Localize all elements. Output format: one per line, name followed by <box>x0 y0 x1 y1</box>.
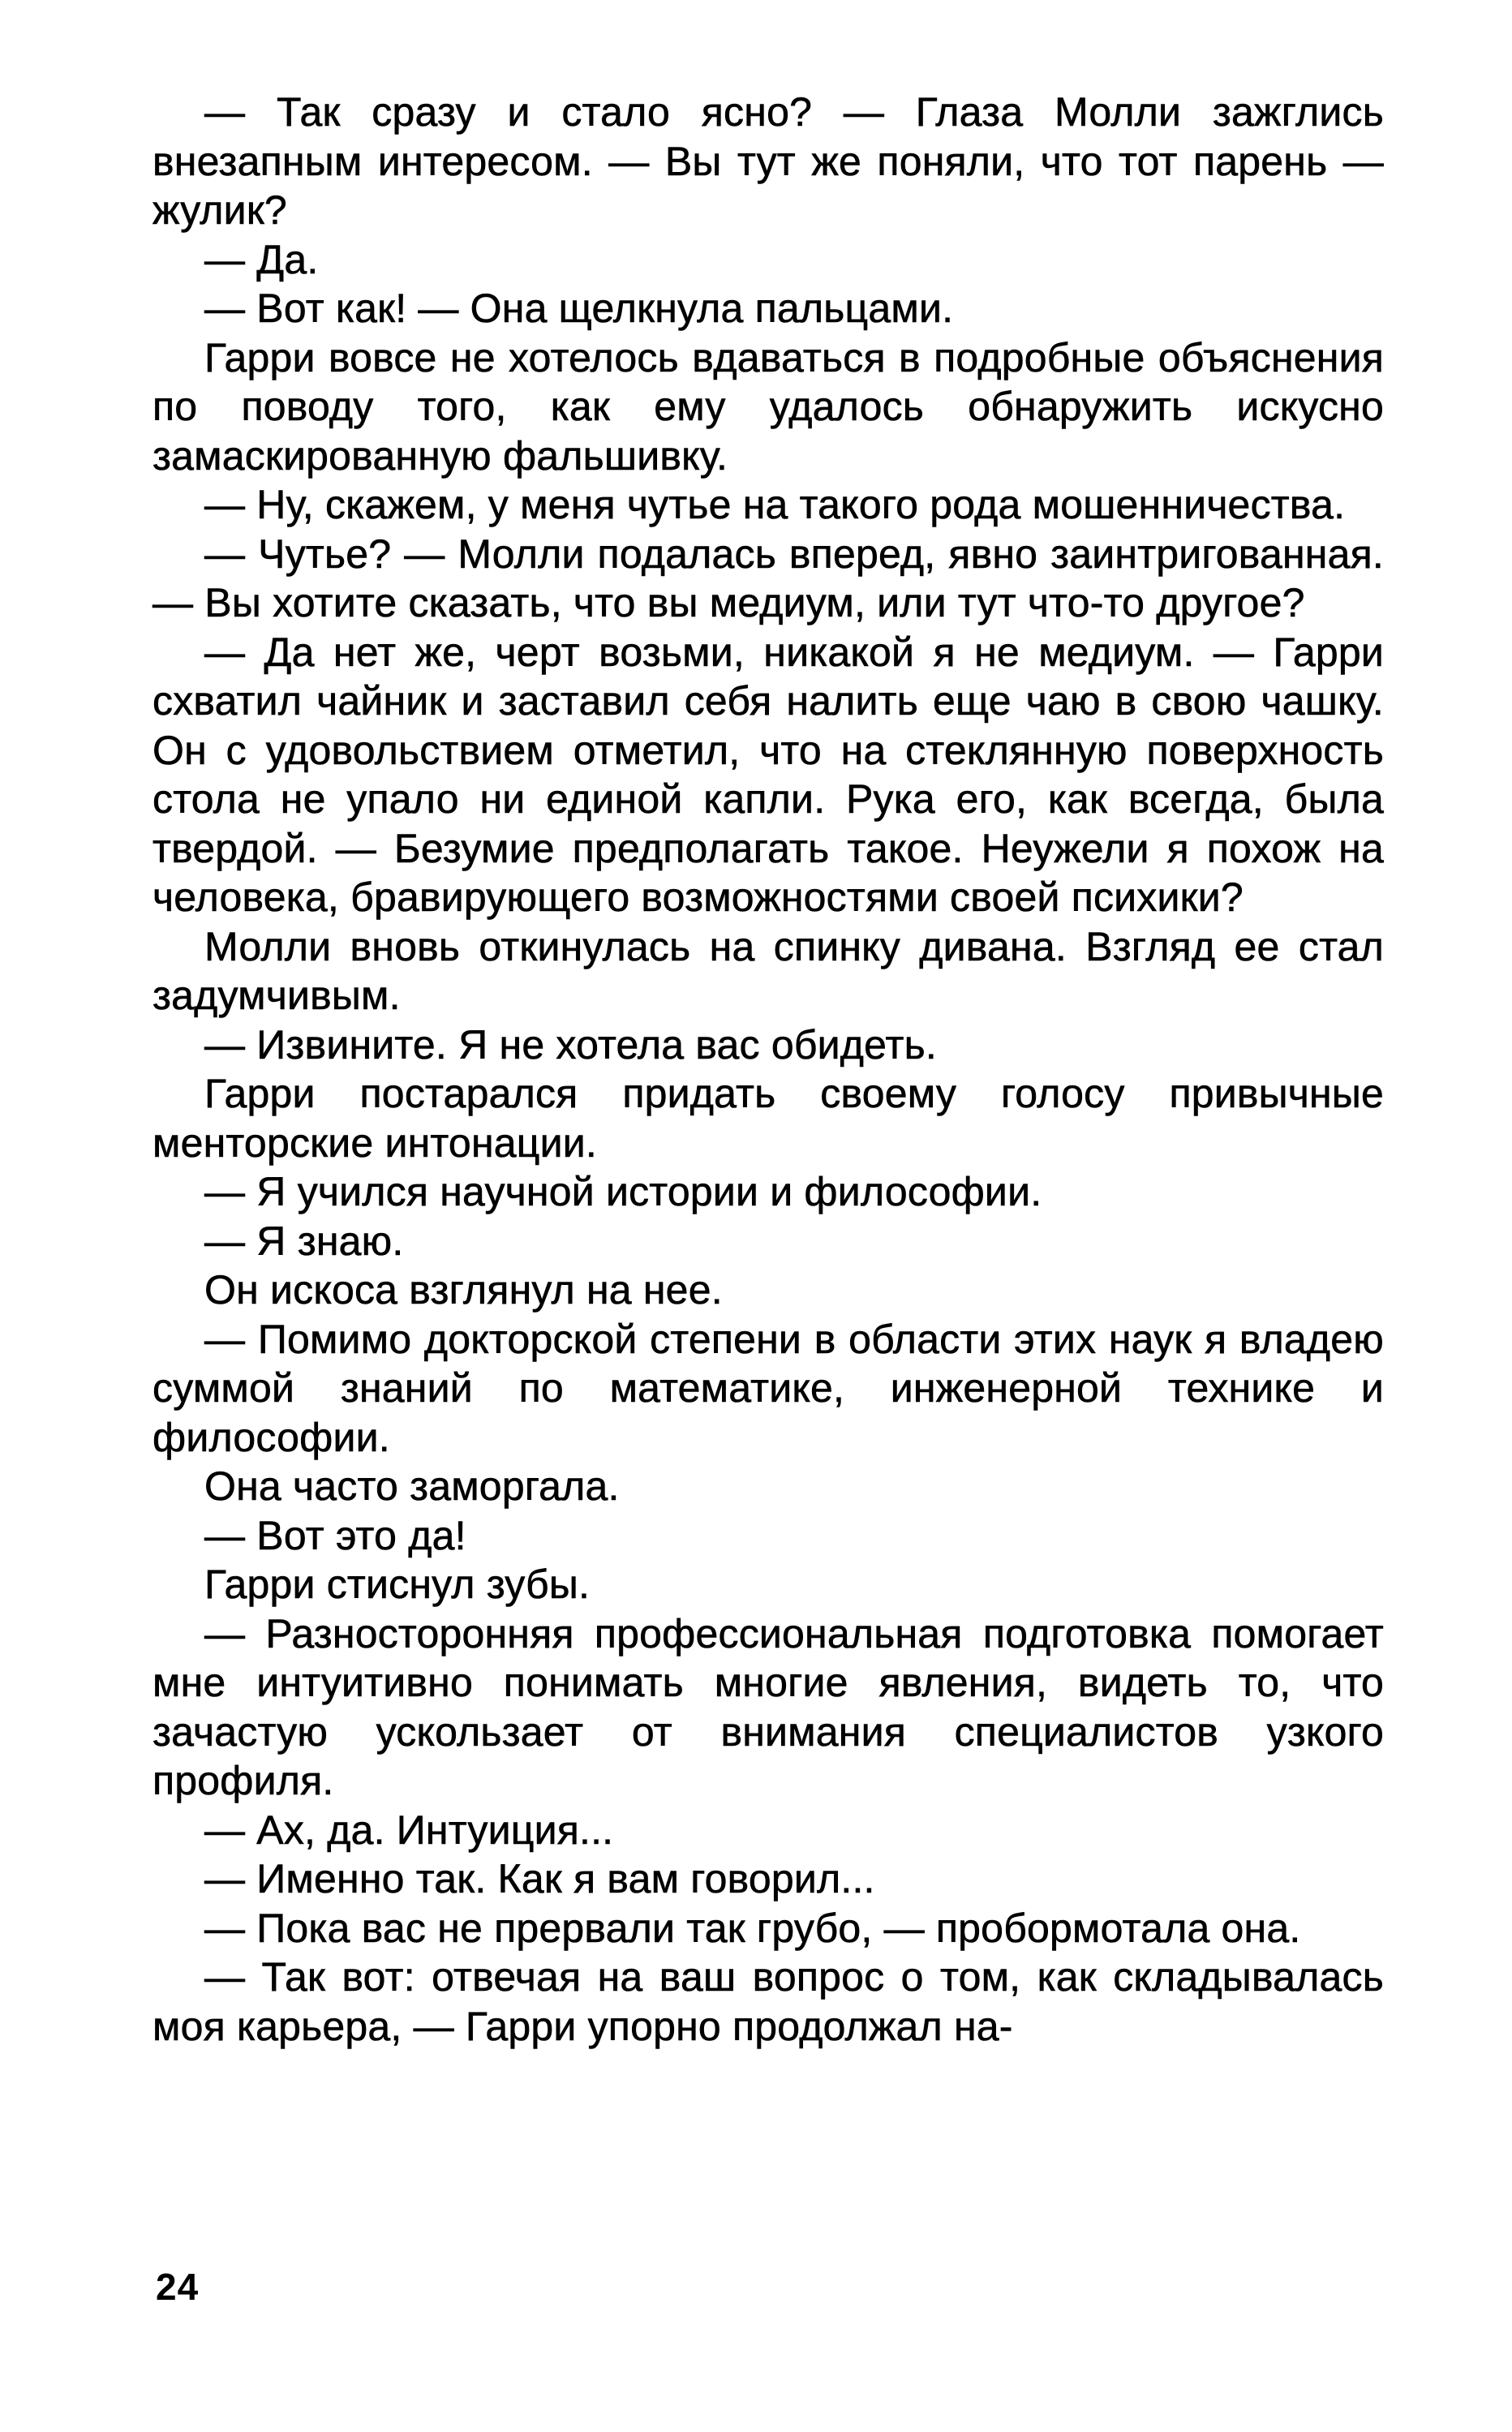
paragraph: — Разносторонняя профессиональная подготовка помогает мне интуитивно понимать многие явления, видеть то, что зачастую ускользает от внимания специалистов узкого профиля. <box>152 1610 1384 1803</box>
paragraph: — Чутье? — Молли подалась вперед, явно заинтригованная. — Вы хотите сказать, что вы медиум, или тут что-то другое? <box>152 531 1384 625</box>
page-number: 24 <box>156 2266 200 2308</box>
paragraph: Она часто заморгала. <box>204 1463 620 1509</box>
paragraph: Гарри стиснул зубы. <box>204 1562 591 1607</box>
paragraph: Гарри вовсе не хотелось вдаваться в подробные объяснения по поводу того, как ему удалось обнаружить искусно замаскированную фальшивку. <box>152 334 1384 479</box>
paragraph: — Так сразу и стало ясно? — Глаза Молли зажглись внезапным интересом. — Вы тут же поняли, что тот парень — жулик? <box>152 89 1384 233</box>
paragraph: — Пока вас не прервали так грубо, — пробормотала она. <box>204 1905 1301 1951</box>
paragraph: — Вот как! — Она щелкнула пальцами. <box>204 286 954 331</box>
paragraph: — Так вот: отвечая на ваш вопрос о том, как складывалась моя карьера, — Гарри упорно продолжал на- <box>152 1954 1384 2049</box>
paragraph: — Вот это да! <box>204 1512 466 1558</box>
paragraph: — Именно так. Как я вам говорил... <box>204 1856 875 1901</box>
paragraph: — Я учился научной истории и философии. <box>204 1169 1042 1214</box>
paragraph: — Я знаю. <box>204 1218 404 1264</box>
page-body <box>152 88 1384 2051</box>
paragraph: — Помимо докторской степени в области этих наук я владею суммой знаний по математике, инженерной технике и философии. <box>152 1316 1384 1460</box>
paragraph: Молли вновь откинулась на спинку дивана. Взгляд ее стал задумчивым. <box>152 923 1384 1018</box>
paragraph: Гарри постарался придать своему голосу привычные менторские интонации. <box>152 1071 1384 1166</box>
paragraph: — Да. <box>204 236 319 282</box>
paragraph: — Ах, да. Интуиция... <box>204 1807 614 1853</box>
paragraph: — Да нет же, черт возьми, никакой я не медиум. — Гарри схватил чайник и заставил себя налить еще чаю в свою чашку. Он с удовольствием отметил, что на стеклянную поверхность стола не упало ни единой капли. Рука его, как всегда, была твердой. — Безумие предполагать такое. Неужели я похож на человека, бравирующего возможностями своей психики? <box>152 629 1384 920</box>
paragraph: — Извините. Я не хотела вас обидеть. <box>204 1021 937 1068</box>
paragraph: Он искоса взглянул на нее. <box>204 1267 723 1313</box>
paragraph: — Ну, скажем, у меня чутье на такого рода мошенничества. <box>204 482 1346 527</box>
